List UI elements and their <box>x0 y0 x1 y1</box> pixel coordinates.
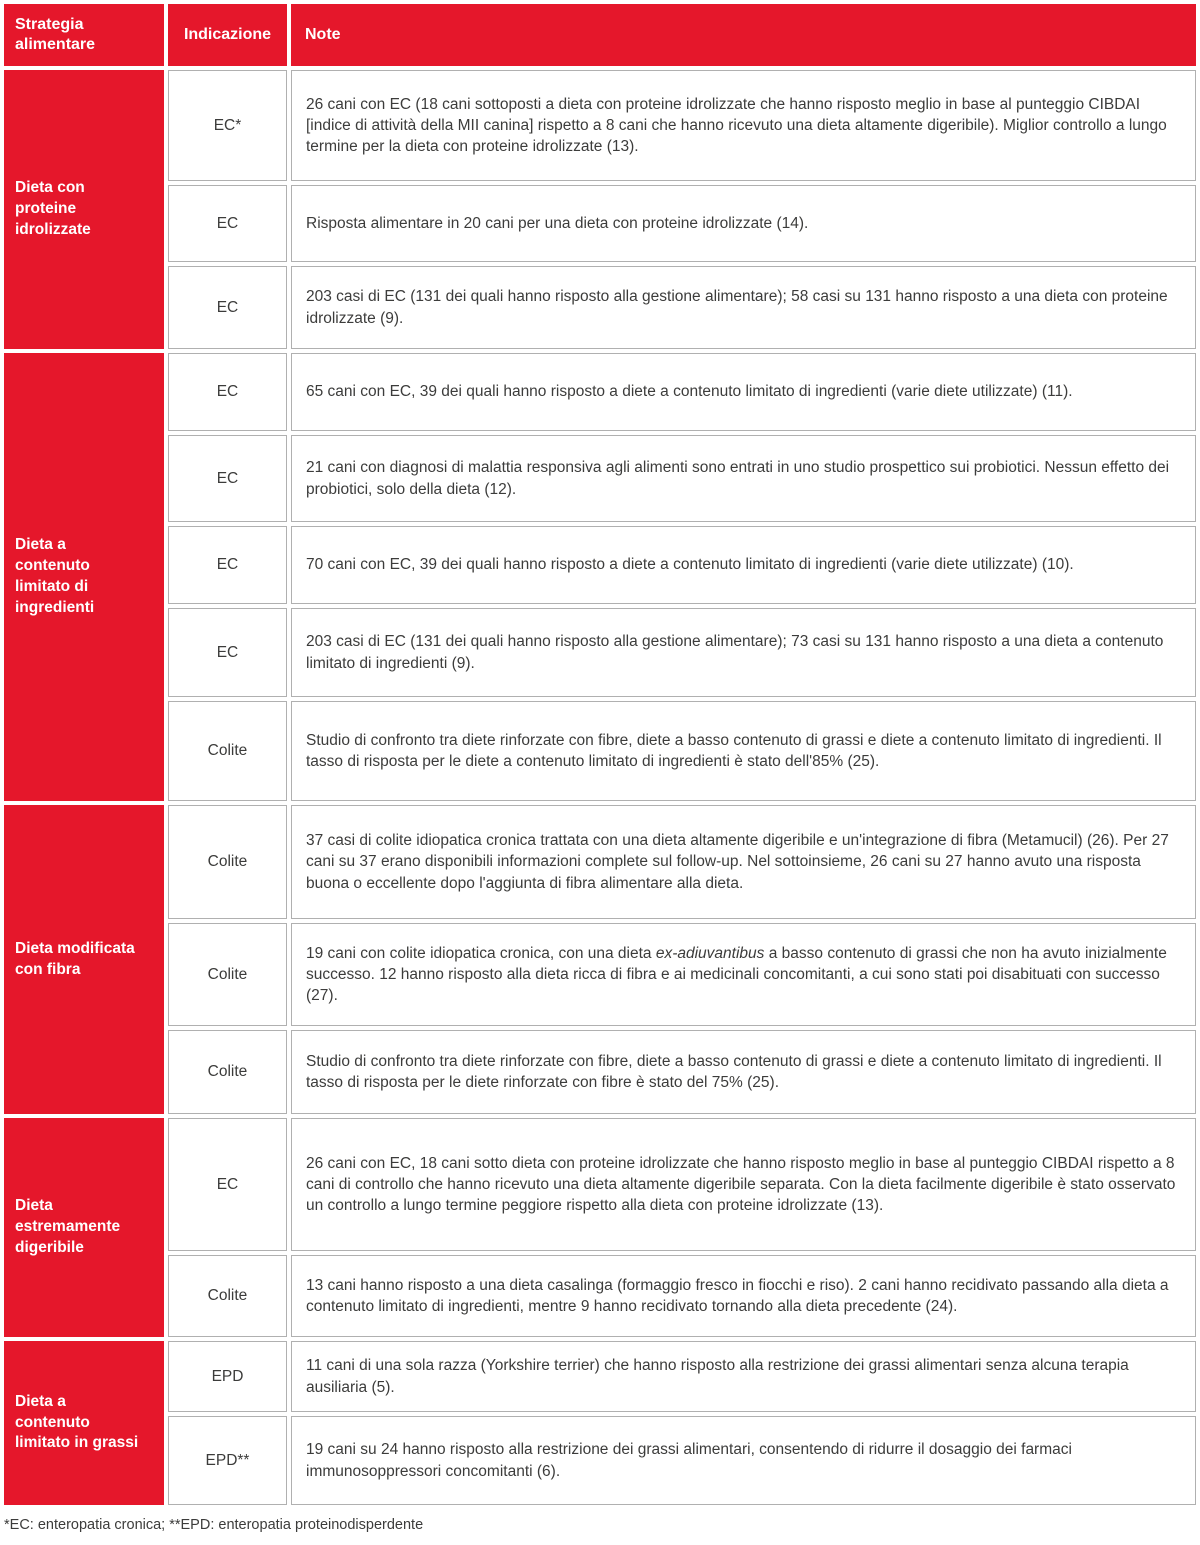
indication-cell: EC* <box>168 70 287 181</box>
note-cell: Studio di confronto tra diete rinforzate con fibre, diete a basso contenuto di grassi e diete a contenuto limitato di ingredienti. Il tasso di risposta per le diete rinforzate con fibre è stato del 75% (25). <box>291 1030 1196 1114</box>
indication-cell: EPD** <box>168 1416 287 1505</box>
note-cell: 203 casi di EC (131 dei quali hanno risposto alla gestione alimentare); 73 casi su 131 hanno risposto a una dieta a contenuto limitato di ingredienti (9). <box>291 608 1196 697</box>
table-row <box>4 353 1196 431</box>
table-row <box>4 1416 1196 1505</box>
note-cell: Studio di confronto tra diete rinforzate con fibre, diete a basso contenuto di grassi e diete a contenuto limitato di ingredienti. Il tasso di risposta per le diete a contenuto limitato di ingredienti è stato dell'85% (25). <box>291 701 1196 801</box>
note-text: 19 cani con colite idiopatica cronica, con una dieta <box>306 944 656 962</box>
table-row <box>4 1118 1196 1251</box>
strategy-cell: Dieta a contenuto limitato in grassi <box>4 1341 164 1505</box>
note-text-italic: ex-adiuvantibus <box>655 944 765 962</box>
note-cell: 13 cani hanno risposto a una dieta casalinga (formaggio fresco in fiocchi e riso). 2 cani hanno recidivato passando alla dieta a contenuto limitato di ingredienti, mentre 9 hanno recidivato tornando alla dieta precedente (24). <box>291 1255 1196 1337</box>
indication-cell: Colite <box>168 701 287 801</box>
indication-cell: Colite <box>168 805 287 919</box>
strategy-cell: Dieta con proteine idrolizzate <box>4 70 164 349</box>
table-row <box>4 266 1196 349</box>
header-note: Note <box>291 4 1196 66</box>
table-row <box>4 526 1196 604</box>
table-row <box>4 805 1196 919</box>
note-cell: 37 casi di colite idiopatica cronica trattata con una dieta altamente digeribile e un'integrazione di fibra (Metamucil) (26). Per 27 cani su 37 erano disponibili informazioni complete sul follow-up. Nel sottoinsieme, 26 cani su 27 hanno avuto una risposta buona o eccellente dopo l'aggiunta di fibra alimentare alla dieta. <box>291 805 1196 919</box>
note-text: a basso contenuto di grassi che non ha avuto inizialmente successo. 12 hanno risposto alla dieta ricca di fibra e ai medicinali concomitanti, a cui sono stati poi disabituati con successo (27). <box>306 944 1167 1005</box>
note-cell: 26 cani con EC (18 cani sottoposti a dieta con proteine idrolizzate che hanno risposto meglio in base al punteggio CIBDAI [indice di attività della MII canina] rispetto a 8 cani che hanno ricevuto una dieta altamente digeribile). Miglior controllo a lungo termine per la dieta con proteine idrolizzate (13). <box>291 70 1196 181</box>
indication-cell: Colite <box>168 923 287 1026</box>
indication-cell: EC <box>168 435 287 522</box>
note-cell: Risposta alimentare in 20 cani per una dieta con proteine idrolizzate (14). <box>291 185 1196 262</box>
strategy-cell: Dieta modificata con fibra <box>4 805 164 1114</box>
note-cell: 11 cani di una sola razza (Yorkshire terrier) che hanno risposto alla restrizione dei grassi alimentari senza alcuna terapia ausiliaria (5). <box>291 1341 1196 1412</box>
table-row <box>4 185 1196 262</box>
indication-cell: EC <box>168 353 287 431</box>
indication-cell: EC <box>168 185 287 262</box>
table-row <box>4 1030 1196 1114</box>
note-cell <box>291 923 1196 1026</box>
indication-cell: Colite <box>168 1030 287 1114</box>
strategy-cell: Dieta estremamente digeribile <box>4 1118 164 1337</box>
header-row <box>4 4 1196 66</box>
note-cell: 21 cani con diagnosi di malattia responsiva agli alimenti sono entrati in uno studio prospettico sui probiotici. Nessun effetto dei probiotici, solo della dieta (12). <box>291 435 1196 522</box>
table-row <box>4 70 1196 181</box>
note-cell: 65 cani con EC, 39 dei quali hanno risposto a diete a contenuto limitato di ingredienti (varie diete utilizzate) (11). <box>291 353 1196 431</box>
note-cell: 19 cani su 24 hanno risposto alla restrizione dei grassi alimentari, consentendo di ridurre il dosaggio dei farmaci immunosoppressori concomitanti (6). <box>291 1416 1196 1505</box>
table-row <box>4 1255 1196 1337</box>
header-strategia-alimentare: Strategia alimentare <box>4 4 164 66</box>
indication-cell: Colite <box>168 1255 287 1337</box>
note-cell: 203 casi di EC (131 dei quali hanno risposto alla gestione alimentare); 58 casi su 131 hanno risposto a una dieta con proteine idrolizzate (9). <box>291 266 1196 349</box>
strategy-cell: Dieta a contenuto limitato di ingredienti <box>4 353 164 801</box>
indication-cell: EC <box>168 526 287 604</box>
table-row <box>4 435 1196 522</box>
note-cell: 26 cani con EC, 18 cani sotto dieta con proteine idrolizzate che hanno risposto meglio in base al punteggio CIBDAI rispetto a 8 cani di controllo che hanno ricevuto una dieta altamente digeribile separata. Con la dieta facilmente digeribile è stato osservato un controllo a lungo termine peggiore rispetto alla dieta con proteine idrolizzate (13). <box>291 1118 1196 1251</box>
header-indicazione: Indicazione <box>168 4 287 66</box>
indication-cell: EC <box>168 1118 287 1251</box>
indication-cell: EC <box>168 608 287 697</box>
table-row <box>4 923 1196 1026</box>
indication-cell: EC <box>168 266 287 349</box>
table-row <box>4 1341 1196 1412</box>
note-cell: 70 cani con EC, 39 dei quali hanno risposto a diete a contenuto limitato di ingredienti (varie diete utilizzate) (10). <box>291 526 1196 604</box>
footnote: *EC: enteropatia cronica; **EPD: enteropatia proteinodisperdente <box>4 1517 424 1533</box>
table-row <box>4 701 1196 801</box>
table-row <box>4 608 1196 697</box>
indication-cell: EPD <box>168 1341 287 1412</box>
